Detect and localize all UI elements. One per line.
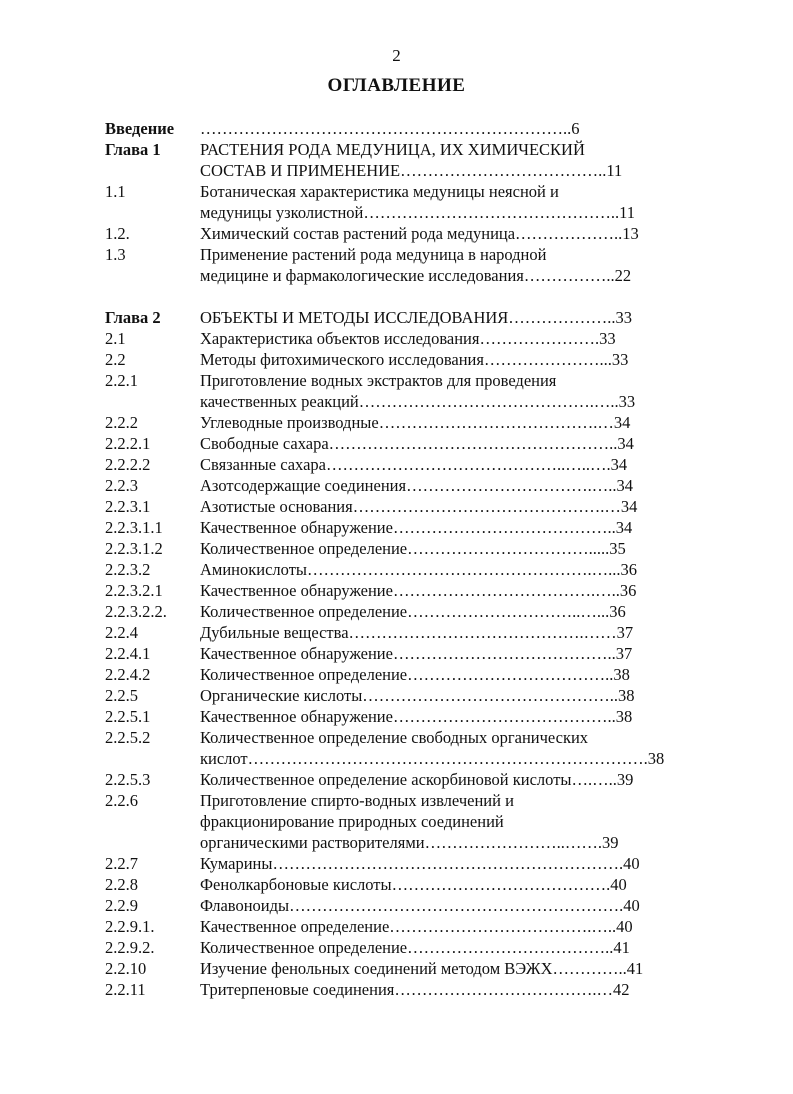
toc-entry-title (200, 706, 715, 727)
toc-entry-number: 2.2 (105, 350, 126, 369)
toc-entry (105, 979, 715, 1000)
toc-entry-line: …………………………………………………………..6 (200, 119, 580, 138)
toc-entry-line: Количественное определение аскорбиновой кислоты….…..39 (200, 770, 634, 789)
toc-entry (105, 538, 715, 559)
toc-entry-number: 2.2.5.1 (105, 707, 151, 726)
toc-entry-line: кислот……………………………………………………………….38 (200, 749, 665, 768)
toc-entry-number: 2.2.4.1 (105, 644, 151, 663)
toc-entry-title (200, 349, 715, 370)
toc-entry-title (200, 118, 715, 139)
toc-entry-title (200, 937, 715, 958)
toc-entry-line: Аминокислоты…………………………………………….…...36 (200, 560, 638, 579)
toc-entry-title (200, 685, 715, 706)
toc-entry-title (200, 307, 715, 328)
toc-entry-number: 2.2.2.1 (105, 434, 151, 453)
toc-entry-line: Качественное обнаружение…………………………………..37 (200, 644, 633, 663)
toc-entry-line: Дубильные вещества…………………………………….……37 (200, 623, 634, 642)
toc-entry-line: Качественное обнаружение…………………………………..38 (200, 707, 633, 726)
toc-entry (105, 181, 715, 223)
toc-entry-title (200, 433, 715, 454)
toc-entry (105, 706, 715, 727)
toc-entry-number: 2.2.10 (105, 959, 147, 978)
toc-entry-line: медицине и фармакологические исследования……………..22 (200, 266, 632, 285)
table-of-contents (105, 118, 715, 1000)
toc-entry-line: Азотистые основания……………………………………….…34 (200, 497, 638, 516)
toc-entry-line: медуницы узколистной………………………………………..11 (200, 203, 636, 222)
toc-entry (105, 223, 715, 244)
toc-entry (105, 307, 715, 328)
toc-entry-number: 2.2.3.1 (105, 497, 151, 516)
toc-entry-number: 2.2.3.2 (105, 560, 151, 579)
toc-entry (105, 874, 715, 895)
toc-entry-line: Приготовление спирто-водных извлечений и (200, 791, 514, 810)
toc-entry-line: качественных реакций…………………………………….…..33 (200, 392, 636, 411)
toc-entry-number: 2.2.9.2. (105, 938, 155, 957)
toc-entry (105, 454, 715, 475)
toc-entry-title (200, 475, 715, 496)
toc-entry-line: Изучение фенольных соединений методом ВЭЖХ…………..41 (200, 959, 644, 978)
toc-entry (105, 496, 715, 517)
toc-entry-number: 1.2. (105, 224, 130, 243)
toc-entry-title (200, 244, 715, 286)
toc-entry-line: Применение растений рода медуница в народной (200, 245, 547, 264)
toc-entry-title (200, 580, 715, 601)
toc-entry-line: Химический состав растений рода медуница………………..13 (200, 224, 639, 243)
toc-entry-title (200, 454, 715, 475)
toc-entry-line: Приготовление водных экстрактов для проведения (200, 371, 557, 390)
toc-entry-number: 2.2.2.2 (105, 455, 151, 474)
toc-entry-number: 2.2.3 (105, 476, 138, 495)
toc-entry-title (200, 496, 715, 517)
toc-entry-line: Количественное определение………………………………..41 (200, 938, 630, 957)
toc-entry (105, 769, 715, 790)
toc-entry (105, 727, 715, 769)
toc-entry-number: 2.2.7 (105, 854, 138, 873)
toc-entry-line: Характеристика объектов исследования………………….33 (200, 329, 616, 348)
toc-entry-line: Фенолкарбоновые кислоты………………………………….40 (200, 875, 627, 894)
toc-entry (105, 601, 715, 622)
toc-entry-number: 2.2.2 (105, 413, 138, 432)
toc-entry-line: Ботаническая характеристика медуницы неясной и (200, 182, 559, 201)
toc-entry-number: 2.2.3.2.2. (105, 602, 167, 621)
toc-entry-title (200, 559, 715, 580)
toc-entry-title (200, 412, 715, 433)
toc-entry-title (200, 139, 715, 181)
toc-entry-number: 2.2.3.1.2 (105, 539, 163, 558)
toc-entry-title (200, 979, 715, 1000)
toc-entry-line: Количественное определение………………………………..38 (200, 665, 630, 684)
toc-entry (105, 685, 715, 706)
toc-entry-title (200, 328, 715, 349)
toc-entry-title (200, 370, 715, 412)
toc-entry (105, 664, 715, 685)
toc-entry (105, 412, 715, 433)
toc-entry-line: Количественное определение…………………………..…...36 (200, 602, 626, 621)
toc-entry-number: 2.2.9 (105, 896, 138, 915)
toc-entry-line: Количественное определение свободных органических (200, 728, 589, 747)
toc-entry-title (200, 916, 715, 937)
toc-entry-title (200, 790, 715, 853)
toc-entry (105, 580, 715, 601)
toc-entry-number: 2.2.1 (105, 371, 138, 390)
toc-entry (105, 937, 715, 958)
toc-entry-title (200, 874, 715, 895)
toc-entry (105, 433, 715, 454)
toc-entry-number: 2.2.5.2 (105, 728, 151, 747)
toc-entry (105, 349, 715, 370)
toc-entry-title (200, 958, 715, 979)
toc-entry (105, 895, 715, 916)
toc-entry-number: 1.3 (105, 245, 126, 264)
toc-entry-line: Углеводные производные………………………………….…34 (200, 413, 631, 432)
toc-entry-line: СОСТАВ И ПРИМЕНЕНИЕ………………………………..11 (200, 161, 623, 180)
toc-entry-number: 2.2.8 (105, 875, 138, 894)
toc-entry-title (200, 895, 715, 916)
toc-entry-line: ОБЪЕКТЫ И МЕТОДЫ ИССЛЕДОВАНИЯ………………..33 (200, 308, 633, 327)
toc-entry-number: 2.2.4 (105, 623, 138, 642)
toc-entry (105, 328, 715, 349)
toc-entry (105, 916, 715, 937)
toc-entry-line: Качественное определение……………………………….…..40 (200, 917, 633, 936)
toc-entry-number: Глава 1 (105, 140, 161, 159)
toc-entry-number: 2.2.5.3 (105, 770, 151, 789)
toc-entry-title (200, 853, 715, 874)
toc-entry-line: Тритерпеновые соединения……………………………….…42 (200, 980, 630, 999)
toc-entry-title (200, 181, 715, 223)
toc-entry-number: 2.2.3.2.1 (105, 581, 163, 600)
toc-entry-line: Флавоноиды…………………………………………………….40 (200, 896, 640, 915)
toc-entry-line: Качественное обнаружение……………………………….…..36 (200, 581, 637, 600)
toc-entry-line: Связанные сахара……………………………………..…..….34 (200, 455, 628, 474)
toc-entry-line: Азотсодержащие соединения…………………………….…..34 (200, 476, 633, 495)
toc-entry-title (200, 538, 715, 559)
toc-entry-title (200, 622, 715, 643)
toc-entry-line: органическими растворителями……………………..…….39 (200, 833, 619, 852)
toc-entry-title (200, 601, 715, 622)
toc-entry-title (200, 664, 715, 685)
toc-entry-line: Органические кислоты………………………………………..38 (200, 686, 635, 705)
page-number: 2 (392, 46, 401, 65)
toc-entry (105, 475, 715, 496)
toc-entry (105, 370, 715, 412)
toc-entry-number: 2.2.5 (105, 686, 138, 705)
toc-entry (105, 139, 715, 181)
toc-entry-line: Количественное определение…………………………….....35 (200, 539, 626, 558)
toc-entry-title (200, 517, 715, 538)
toc-entry-title (200, 727, 715, 769)
toc-entry-number: 2.2.9.1. (105, 917, 155, 936)
toc-entry (105, 244, 715, 286)
toc-entry-number: 2.1 (105, 329, 126, 348)
toc-entry-title (200, 643, 715, 664)
toc-entry-line: фракционирование природных соединений (200, 812, 504, 831)
toc-entry-line: Методы фитохимического исследования…………………...33 (200, 350, 629, 369)
toc-entry-number: Глава 2 (105, 308, 161, 327)
toc-entry-line: Свободные сахара……………………………………………..34 (200, 434, 634, 453)
toc-entry-number: 2.2.11 (105, 980, 146, 999)
toc-entry (105, 958, 715, 979)
toc-entry-line: Качественное обнаружение…………………………………..34 (200, 518, 633, 537)
toc-entry (105, 853, 715, 874)
toc-entry (105, 559, 715, 580)
toc-entry-number: 1.1 (105, 182, 126, 201)
toc-entry-number: 2.2.3.1.1 (105, 518, 163, 537)
toc-entry-number: Введение (105, 119, 175, 138)
toc-entry-title (200, 769, 715, 790)
toc-entry-line: РАСТЕНИЯ РОДА МЕДУНИЦА, ИХ ХИМИЧЕСКИЙ (200, 140, 585, 159)
toc-entry-number: 2.2.4.2 (105, 665, 151, 684)
toc-entry (105, 790, 715, 853)
toc-entry (105, 517, 715, 538)
toc-entry-line: Кумарины……………………………………………………….40 (200, 854, 640, 873)
page-title: ОГЛАВЛЕНИЕ (327, 75, 466, 96)
toc-entry-number: 2.2.6 (105, 791, 138, 810)
toc-entry (105, 118, 715, 139)
toc-entry (105, 643, 715, 664)
toc-entry (105, 622, 715, 643)
toc-entry-title (200, 223, 715, 244)
